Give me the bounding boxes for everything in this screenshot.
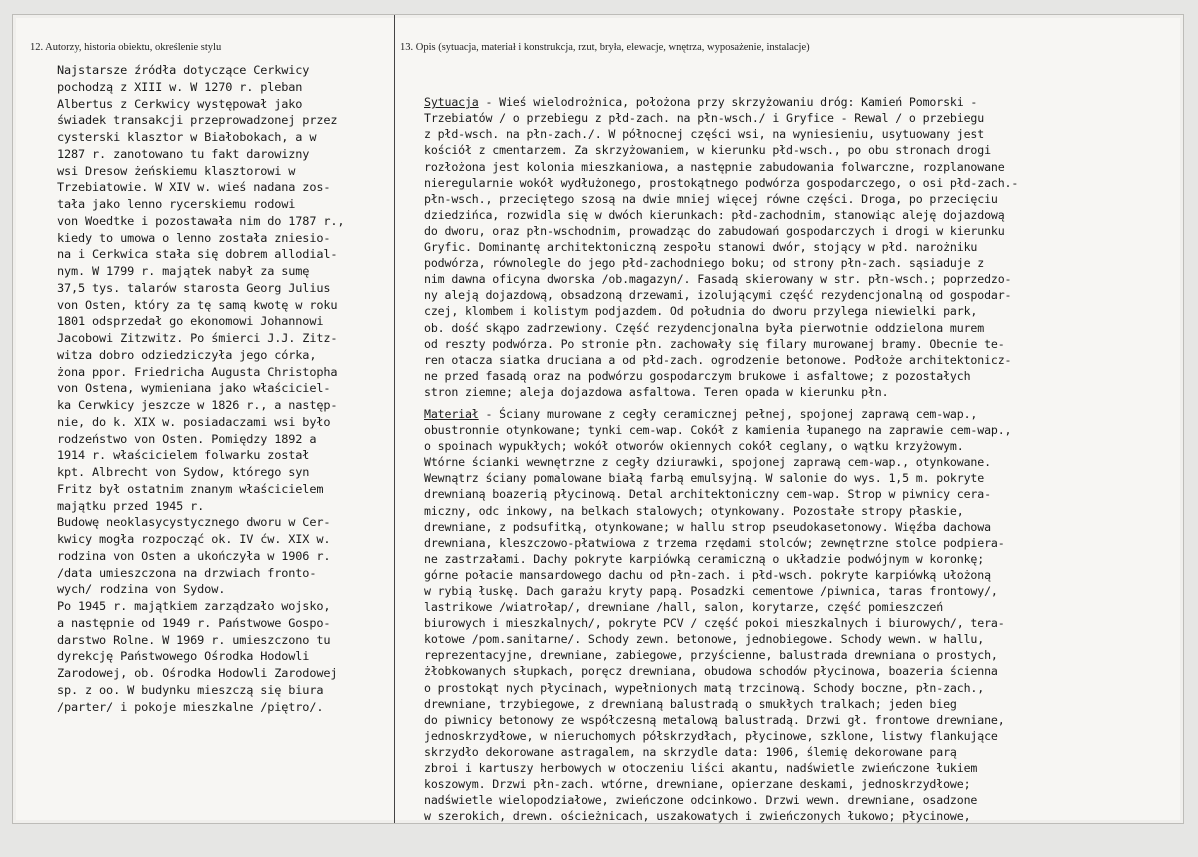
text-line: obustronnie otynkowane; tynki cem-wap. Cokół z kamienia łupanego na zaprawie cem-wap., [424, 423, 1012, 438]
text-line: kpt. Albrecht von Sydow, którego syn [57, 465, 310, 479]
description-text [395, 54, 1183, 857]
situation-label: Sytuacja [424, 95, 479, 110]
text-line: do dworu, oraz płn-wschodnim, prowadząc do zabudowań gospodarczych i drogi w kierunku [424, 223, 1005, 238]
text-line: majątku przed 1945 r. [57, 498, 205, 513]
text-line: /parter/ i pokoje mieszkalne /piętro/. [57, 699, 324, 714]
text-line: Fritz był ostatnim znanym właścicielem [57, 481, 324, 496]
text-line: /data umieszczona na drzwiach fronto- [57, 565, 317, 580]
text-line: cysterski klasztor w Białobokach, a w [57, 130, 317, 144]
text-line: skrzydło dekorowane astragalem, na skrzydle data: 1906, ślemię dekorowane parą [424, 744, 957, 759]
text-line: wsi Dresow żeńskiemu klasztorowi w [57, 163, 296, 178]
text-line: rozłożona jest kolonia mieszkaniowa, a następnie zabudowania folwarczne, rozplanowane [424, 159, 1005, 174]
text-line: von Ostena, wymieniana jako właściciel- [57, 381, 331, 396]
text-line: 1914 r. właścicielem folwarku został [57, 448, 310, 463]
text-line: o spoinach wypukłych; wokół otworów okiennych cokół ceglany, o wątku krzyżowym. [424, 439, 964, 454]
text-line: koszowym. Drzwi płn-zach. wtórne, drewniane, opierzane deskami, jednoskrzydłowe; [424, 777, 971, 792]
text-line: Zarodowej, ob. Ośrodka Hodowli Zarodowej [57, 666, 338, 680]
text-line: a następnie od 1949 r. Państwowe Gospo- [57, 615, 331, 630]
text-line: nieregularnie wokół wydłużonego, prostokątnego podwórza gospodarczego, o osi płd-zach.- [424, 175, 1019, 190]
text-line: rodzeństwo von Osten. Pomiędzy 1892 a [57, 431, 317, 446]
text-line: Najstarsze źródła dotyczące Cerkwicy [57, 63, 310, 77]
text-line: od reszty podwórza. Po stronie płn. zachowały się filary murowanej bramy. Obecnie te- [424, 336, 1005, 351]
text-line: nie, do k. XIX w. posiadaczami wsi było [57, 414, 331, 429]
text-line: lastrikowe /wiatrołap/, drewniane /hall, salon, korytarze, część pomieszczeń [424, 600, 944, 615]
material-label: Materiał [424, 406, 479, 421]
text-line: podwórza, równolegle do jego płd-zachodniego boku; od strony płn-zach. sąsiaduje z [424, 256, 985, 271]
history-heading: 12. Autorzy, historia obiektu, określenie stylu [30, 42, 222, 53]
situation-lines [424, 110, 1183, 400]
text-line: ne zastrzałami. Dachy pokryte karpiówką ceramiczną o układzie podwójnym w koronkę; [424, 551, 985, 566]
text-line: miczny, odc inkowy, na belkach stalowych; otynkowany. Pozostałe stropy płaskie, [424, 503, 964, 518]
text-line: w szerokich, drewn. ościeżnicach, uszakowatych i zwieńczonych łukowo; płycinowe, [424, 809, 971, 824]
text-line: 1801 odsprzedał go ekonomowi Johannowi [57, 314, 324, 329]
text-line: nym. W 1799 r. majątek nabył za sumę [57, 264, 310, 278]
text-line: rodzina von Osten a ukończyła w 1906 r. [57, 548, 331, 563]
text-line: drewniana, kleszczowo-płatwiowa z trzema rzędami stolców; zewnętrzne stolce podpiera- [424, 535, 1005, 550]
text-line: Budowę neoklasycystycznego dworu w Cer- [57, 515, 331, 530]
text-line: zbroi i kartuszy herbowych w otoczeniu liści akantu, nadświetle zwieńczone łukiem [424, 761, 978, 776]
text-line: kiedy to umowa o lenno została zniesio- [57, 230, 331, 245]
text-line: na i Cerkwica stała się dobrem allodial- [57, 247, 338, 262]
text-line: z płd-wsch. na płn-zach./. W północnej części wsi, na wyniesieniu, usytuowany jest [424, 127, 985, 142]
text-line: von Woedtke i pozostawała nim do 1787 r., [57, 213, 345, 228]
text-line: świadek transakcji przeprowadzonej przez [57, 113, 338, 128]
text-line: jednoskrzydłowe, w nieruchomych półskrzydłach, płycinowe, szklone, listwy flankujące [424, 728, 998, 743]
form-sheet [12, 14, 1184, 824]
description-column [395, 15, 1183, 823]
text-line: darstwo Rolne. W 1969 r. umieszczono tu [57, 632, 331, 647]
text-line: kotowe /pom.sanitarne/. Schody zewn. betonowe, jednobiegowe. Schody wewn. w hallu, [424, 632, 985, 647]
text-line: drewniane, z podsufitką, otynkowane; w hallu strop pseudokasetonowy. Więźba dachowa [424, 519, 991, 534]
text-line: ob. dość skąpo zadrzewiony. Część rezydencjonalna była pierwotnie oddzielona murem [424, 320, 985, 335]
situation-first-line: Sytuacja - Wieś wielodrożnica, położona przy skrzyżowaniu dróg: Kamień Pomorski - [424, 95, 978, 110]
text-line: żona ppor. Friedricha Augusta Christopha [57, 364, 338, 379]
history-text [13, 54, 394, 715]
text-line: płn-wsch., przeciętego szosą na dwie mniej więcej równe części. Droga, po przecięciu [424, 191, 998, 206]
text-line: w rybią łuskę. Dach garażu kryty papą. Posadzki cementowe /piwnica, taras frontowy/, [424, 584, 998, 598]
text-line: Po 1945 r. majątkiem zarządzało wojsko, [57, 599, 331, 613]
text-line: von Osten, który za tę samą kwotę w roku [57, 297, 338, 312]
text-line: drewniane, trzybiegowe, z drewnianą balustradą o smukłych tralkach; jeden bieg [424, 696, 957, 711]
text-line: o prostokąt nych płycinach, wypełnionych matą trzcinową. Schody boczne, płn-zach., [424, 680, 985, 695]
text-line: kwicy mogła rozpocząć ok. IV ćw. XIX w. [57, 532, 331, 546]
text-line: nim dawna oficyna dworska /ob.magazyn/. Fasadą skierowany w str. płn-wsch.; poprzedzo- [424, 272, 1012, 287]
text-line: witza dobro odziedziczyła jego córka, [57, 347, 317, 362]
text-line: Albertus z Cerkwicy występował jako [57, 96, 303, 111]
text-line: pochodzą z XIII w. W 1270 r. pleban [57, 79, 303, 94]
text-line: Wewnątrz ściany pomalowane białą farbą emulsyjną. W salonie do wys. 1,5 m. pokryte [424, 471, 985, 486]
text-line: dziedzińca, rozwidla się w dwóch kierunkach: płd-zachodnim, stanowiąc aleję dojazdową [424, 207, 1005, 222]
text-line: biurowych i mieszkalnych/, pokryte PCV / część pokoi mieszkalnych i biurowych/, tera- [424, 616, 1005, 631]
history-column [13, 15, 395, 823]
text-line: górne połacie mansardowego dachu od płn-zach. i płd-wsch. pokryte karpiówką ułożoną [424, 567, 991, 582]
material-first-line: Materiał - Ściany murowane z cegły ceramicznej pełnej, spojonej zaprawą cem-wap., [424, 406, 978, 421]
text-line: Jacobowi Zitzwitz. Po śmierci J.J. Zitz- [57, 331, 338, 345]
text-line: tała jako lenno rycerskiemu rodowi [57, 197, 296, 211]
text-line: sp. z oo. W budynku mieszczą się biura [57, 682, 324, 697]
text-line: nadświetle wielopodziałowe, zwieńczone odcinkowo. Drzwi wewn. drewniane, osadzone [424, 793, 978, 808]
text-line: ne przed fasadą oraz na podwórzu gospodarczym brukowe i asfaltowe; z pozostałych [424, 368, 971, 383]
text-line: dyrekcję Państwowego Ośrodka Hodowli [57, 649, 310, 664]
text-line: żłobkowanych słupkach, poręcz drewniana, obudowa schodów płycinowa, boazeria ścienna [424, 664, 998, 679]
text-line: Wtórne ścianki wewnętrzne z cegły dziurawki, spojonej zaprawą cem-wap., otynkowane. [424, 455, 991, 470]
description-heading: 13. Opis (sytuacja, materiał i konstrukcja, rzut, bryła, elewacje, wnętrza, wyposażenie, instalacje) [400, 42, 810, 53]
text-line: kościół z cmentarzem. Za skrzyżowaniem, w kierunku płd-wsch., po obu stronach drogi [424, 143, 991, 158]
text-line: Trzebiatowie. W XIV w. wieś nadana zos- [57, 180, 331, 195]
text-line: do piwnicy betonowy ze współczesną metalową balustradą. Drzwi gł. frontowe drewniane, [424, 712, 1005, 727]
text-line: wych/ rodzina von Sydow. [57, 582, 226, 597]
text-line: czej, klombem i kolistym podjazdem. Od południa do dworu przylega niewielki park, [424, 304, 978, 319]
text-line: ren otacza siatka druciana a od płd-zach. ogrodzenie betonowe. Podłoże architektonicz- [424, 352, 1012, 367]
text-line: stron ziemne; aleja dojazdowa asfaltowa. Teren opada w kierunku płn. [424, 384, 889, 399]
text-line: ny aleją dojazdową, obsadzoną drzewami, izolującymi część rezydencjonalną od gospodar- [424, 288, 1012, 303]
material-lines [424, 422, 1183, 824]
text-line: 37,5 tys. talarów starosta Georg Julius [57, 280, 331, 295]
text-line: Gryfic. Dominantę architektoniczną zespołu stanowi dwór, stojący w płd. narożniku [424, 240, 978, 255]
text-line: Trzebiatów / o przebiegu z płd-zach. na płn-wsch./ i Gryfice - Rewal / o przebiegu [424, 111, 985, 126]
text-line: 1287 r. zanotowano tu fakt darowizny [57, 146, 310, 161]
text-line: drewnianą boazerią płycinową. Detal architektoniczny cem-wap. Strop w piwnicy cera- [424, 487, 991, 502]
text-line: ka Cerwkicy jeszcze w 1826 r., a następ- [57, 398, 338, 412]
text-line: reprezentacyjne, drewniane, zabiegowe, przyścienne, balustrada drewniana o prostych, [424, 648, 998, 663]
